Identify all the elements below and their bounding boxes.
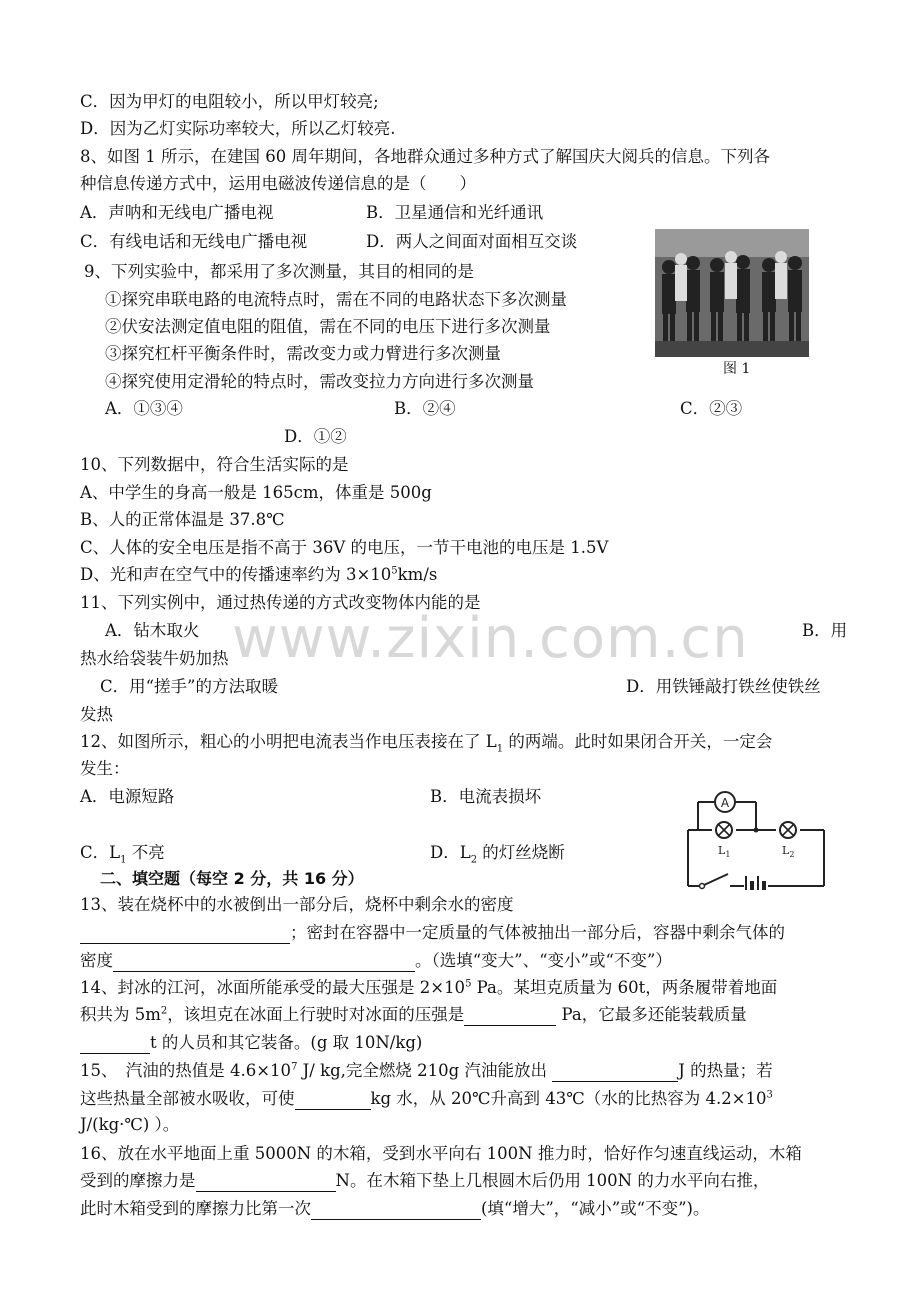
q12-option-d [430, 842, 565, 864]
parade-photo [655, 229, 809, 357]
q12-stem-line1 [80, 731, 772, 753]
q8-stem-line2: 种信息传递方式中，运用电磁波传递信息的是（ ） [80, 174, 476, 193]
q13-line2-text: ；密封在容器中一定质量的气体被抽出一部分后，容器中剩余气体的 [290, 923, 785, 942]
q13-line1: 13、装在烧杯中的水被倒出一部分后，烧杯中剩余水的密度 [80, 895, 514, 914]
q12-option-a: A．电源短路 [80, 787, 175, 806]
q14-blank-2[interactable] [80, 1035, 150, 1054]
q9-stem: 9、下列实验中，都采用了多次测量，其目的相同的是 [84, 262, 474, 281]
q13-blank-1[interactable] [80, 925, 290, 944]
q15-l2-sup: 3 [766, 1089, 773, 1101]
l1-letter: L [718, 844, 726, 857]
q7-option-d: D．因为乙灯实际功率较大，所以乙灯较亮. [80, 119, 396, 138]
q15-blank-2[interactable] [295, 1091, 371, 1110]
q8-option-d: D．两人之间面对面相互交谈 [366, 232, 578, 251]
q15-l2-b: kg 水，从 20℃升高到 43℃（水的比热容为 4.2×10 [370, 1089, 767, 1108]
q14-line1 [80, 977, 777, 999]
junction-dot [754, 828, 759, 833]
q14-l2-sup: 2 [160, 1005, 168, 1017]
q14-l1-a: 14、封冰的江河，冰面所能承受的最大压强是 2×10 [80, 978, 466, 997]
q14-line2 [80, 1004, 747, 1026]
l1-sub: 1 [725, 850, 731, 859]
q14-l2-b: ，该坦克在冰面上行驶时对冰面的压强是 [167, 1005, 465, 1024]
q9-item-3: ③探究杠杆平衡条件时，需改变力或力臂进行多次测量 [105, 344, 501, 363]
switch [700, 874, 729, 889]
q12-d-sub: 2 [470, 854, 478, 866]
q11-option-b-cont: 热水给袋装牛奶加热 [80, 649, 229, 668]
q10-d-unit: km/s [397, 565, 438, 584]
lamp-l1 [716, 822, 732, 859]
q11-stem: 11、下列实例中，通过热传递的方式改变物体内能的是 [80, 593, 481, 612]
q13-line3 [80, 950, 672, 972]
q15-l1-sup: 7 [291, 1061, 298, 1073]
q16-blank-2[interactable] [311, 1201, 481, 1220]
q10-option-d [80, 564, 437, 586]
q14-blank-1[interactable] [464, 1007, 556, 1026]
q13-line3-b: 。（选填“变大”、“变小”或“不变”） [415, 951, 672, 970]
q15-line2 [80, 1088, 773, 1110]
q12-d-a: D．L [430, 843, 471, 862]
q16-line3 [80, 1198, 710, 1220]
q10-stem: 10、下列数据中，符合生活实际的是 [80, 455, 349, 474]
q9-option-c: C．②③ [680, 399, 743, 418]
q12-d-b: 的灯丝烧断 [477, 843, 565, 862]
q15-l1-a: 15、 汽油的热值是 4.6×10 [80, 1061, 292, 1080]
q10-option-c: C、人体的安全电压是指不高于 36V 的电压，一节干电池的电压是 1.5V [80, 538, 609, 557]
lamp-l1-label [718, 844, 730, 859]
lamp-l2-label [782, 844, 794, 859]
q16-l3-a: 此时木箱受到的摩擦力比第一次 [80, 1199, 311, 1218]
q8-option-c: C．有线电话和无线电广播电视 [80, 232, 308, 251]
circuit-diagram [668, 788, 828, 890]
q12-option-c [80, 842, 165, 864]
ammeter [715, 792, 735, 812]
q14-l1-sup: 5 [465, 978, 472, 990]
q15-line1 [80, 1060, 773, 1082]
q13-line2 [80, 922, 785, 944]
q15-l2-a: 这些热量全部被水吸收，可使 [80, 1089, 295, 1108]
l2-letter: L [782, 844, 790, 857]
q16-l2-b: N。在木箱下垫上几根圆木后仍用 100N 的力水平向右推， [335, 1171, 770, 1190]
q7-option-c: C．因为甲灯的电阻较小，所以甲灯较亮; [80, 92, 379, 111]
q10-option-a: A、中学生的身高一般是 165cm，体重是 500g [80, 483, 432, 502]
q16-blank-1[interactable] [196, 1173, 336, 1192]
q15-l1-c: J 的热量；若 [678, 1061, 773, 1080]
q14-l2-c: Pa，它最多还能装载质量 [556, 1005, 747, 1024]
q16-l2-a: 受到的摩擦力是 [80, 1171, 196, 1190]
q14-l1-b: Pa。某坦克质量为 60t，两条履带着地面 [471, 978, 778, 997]
figure-1-caption: 图 1 [723, 361, 751, 377]
q11-option-a: A．钻木取火 [105, 621, 200, 640]
q11-option-b: B．用 [802, 621, 848, 640]
battery [746, 876, 764, 890]
q14-l3-text: t 的人员和其它装备。(g 取 10N/kg) [150, 1033, 423, 1052]
q16-line2 [80, 1170, 769, 1192]
q12-stem-a: 12、如图所示，粗心的小明把电流表当作电压表接在了 L [80, 732, 497, 751]
q10-option-b: B、人的正常体温是 37.8℃ [80, 510, 285, 529]
q11-option-c: C．用“搓手”的方法取暖 [100, 677, 278, 696]
q12-c-b: 不亮 [126, 843, 165, 862]
q11-option-d-cont: 发热 [80, 705, 113, 724]
q14-l2-a: 积共为 5m [80, 1005, 161, 1024]
q12-c-a: C．L [80, 843, 121, 862]
q8-stem-line1: 8、如图 1 所示，在建国 60 周年期间，各地群众通过多种方式了解国庆大阅兵的信息。下列各 [80, 147, 770, 166]
q9-item-4: ④探究使用定滑轮的特点时，需改变拉力方向进行多次测量 [105, 372, 534, 391]
q9-item-2: ②伏安法测定值电阻的阻值，需在不同的电压下进行多次测量 [105, 317, 551, 336]
q15-line3: J/(kg·℃) ）。 [80, 1115, 180, 1134]
lamp-l2 [780, 822, 796, 859]
q9-item-1: ①探究串联电路的电流特点时，需在不同的电路状态下多次测量 [105, 290, 567, 309]
q9-option-b: B．②④ [394, 399, 456, 418]
q13-line3-a: 密度 [80, 951, 113, 970]
q16-line1: 16、放在水平地面上重 5000N 的木箱，受到水平向右 100N 推力时，恰好作匀速直线运动，木箱 [80, 1144, 802, 1163]
q12-stem-line2: 发生： [80, 759, 130, 778]
ammeter-label: A [720, 796, 730, 810]
q10-d-exp: 5 [391, 565, 398, 577]
q9-option-d: D．①② [284, 427, 347, 446]
q15-blank-1[interactable] [552, 1063, 678, 1082]
q12-option-b: B．电流表损坏 [430, 787, 542, 806]
q14-line3 [80, 1032, 422, 1054]
q12-stem-sub: 1 [496, 743, 504, 755]
q13-blank-2[interactable] [113, 953, 415, 972]
q12-c-sub: 1 [120, 854, 127, 866]
q15-l1-b: J/ kg,完全燃烧 210g 汽油能放出 [297, 1061, 553, 1080]
q12-stem-b: 的两端。此时如果闭合开关，一定会 [503, 732, 773, 751]
q9-option-a: A．①③④ [105, 399, 183, 418]
parade-photo-drawing [655, 229, 809, 357]
section-2-heading: 二、填空题（每空 2 分，共 16 分） [100, 869, 364, 888]
l2-sub: 2 [789, 850, 795, 859]
q8-option-a: A．声呐和无线电广播电视 [80, 203, 274, 222]
watermark: www.zixin.com.cn [232, 606, 749, 671]
q16-l3-b: (填“增大”，“减小”或“不变”)。 [481, 1199, 710, 1218]
q11-option-d: D．用铁锤敲打铁丝使铁丝 [626, 677, 821, 696]
q10-d-text: D、光和声在空气中的传播速率约为 3×10 [80, 565, 392, 584]
q8-option-b: B．卫星通信和光纤通讯 [366, 203, 544, 222]
